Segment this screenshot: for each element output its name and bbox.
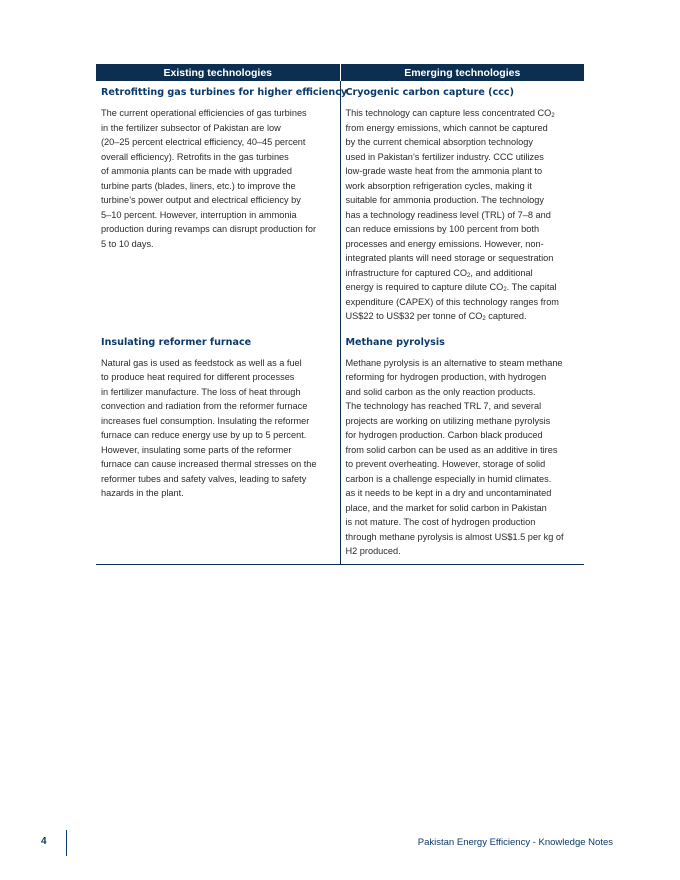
text-line: energy is required to capture dilute $CO_2$. The capital	[345, 282, 557, 293]
text-line: through methane pyrolysis is almost US$1.5 per kg of	[345, 531, 564, 542]
text-line: work absorption refrigeration cycles, making it	[345, 180, 532, 191]
text-line: for hydrogen production. Carbon black produced	[345, 430, 543, 440]
text-line: reforming for hydrogen production, with hydrogen	[345, 372, 547, 382]
text-line: by the current chemical absorption technology	[345, 137, 533, 147]
text-line: The technology has reached TRL 7, and several	[345, 401, 542, 411]
technologies-table	[96, 64, 584, 565]
text-line: projects are working on utilizing methane pyrolysis	[345, 415, 551, 426]
text-line: processes and energy emissions. However, non-	[345, 238, 544, 249]
text-line: place, and the market for solid carbon in Pakistan	[345, 502, 547, 513]
text-line: expenditure (CAPEX) of this technology ranges from	[345, 296, 559, 307]
text-line: increases fuel consumption. Insulating the reformer	[101, 415, 310, 426]
text-line: Methane pyrolysis is an alternative to steam methane	[345, 357, 563, 368]
text-line: turbine’s power output and electrical efficiency by	[101, 195, 301, 205]
cell-insulating-reformer-furnace	[96, 327, 340, 565]
section-text	[101, 356, 335, 501]
text-line: infrastructure for captured $CO_2$, and additional	[345, 267, 533, 279]
section-text	[346, 106, 580, 324]
text-line: integrated plants will need storage or sequestration	[345, 253, 554, 263]
text-line: carbon is a challenge especially in humid climates.	[345, 473, 552, 484]
text-line: as it needs to be kept in a dry and uncontaminated	[345, 488, 552, 498]
text-line: convection and radiation from the reformer furnace	[101, 401, 308, 411]
text-line: suitable for ammonia production. The technology	[345, 195, 545, 205]
text-line: hazards in the plant.	[101, 488, 184, 498]
table-row	[96, 327, 584, 565]
text-line: and solid carbon as the only reaction products.	[345, 386, 536, 397]
header-existing-technologies: Existing technologies	[96, 64, 340, 81]
table-row	[96, 81, 584, 327]
text-line: overall efficiency). Retrofits in the gas turbines	[101, 151, 289, 162]
section-heading: Insulating reformer furnace	[101, 336, 252, 348]
text-line: US$22 to US$32 per tonne of $CO_2$ captured.	[345, 311, 527, 322]
footer-title: Pakistan Energy Efficiency - Knowledge Notes	[417, 837, 613, 848]
text-line: in the fertilizer subsector of Pakistan are low	[101, 122, 281, 133]
text-line: H2 produced.	[345, 546, 401, 556]
text-line: The current operational efficiencies of gas turbines	[101, 108, 307, 118]
text-line: This technology can capture less concentrated $CO_2$	[345, 108, 555, 119]
text-line: of ammonia plants can be made with upgraded	[101, 166, 293, 176]
text-line: furnace can reduce energy use by up to 5 percent.	[101, 430, 307, 440]
text-line: low-grade waste heat from the ammonia plant to	[345, 166, 543, 176]
text-line: in fertilizer manufacture. The loss of heat through	[101, 386, 301, 397]
cell-gas-turbine-retrofit	[96, 81, 348, 327]
text-line: (20–25 percent electrical efficiency, 40–45 percent	[101, 137, 306, 147]
section-heading: Retrofitting gas turbines for higher efficiency	[101, 87, 348, 98]
text-line: to prevent overheating. However, storage of solid	[345, 459, 546, 469]
text-line: from energy emissions, which cannot be captured	[345, 122, 548, 133]
text-line: turbine parts (blades, liners, etc.) to improve the	[101, 180, 296, 191]
text-line: used in Pakistan’s fertilizer industry. CCC utilizes	[345, 151, 544, 162]
text-line: reformer tubes and safety valves, leading to safety	[101, 473, 307, 484]
text-line: from solid carbon can be used as an additive in tires	[345, 444, 558, 455]
header-emerging-technologies: Emerging technologies	[340, 64, 584, 81]
text-line: can reduce emissions by 100 percent from both	[345, 224, 540, 234]
text-line: furnace can cause increased thermal stresses on the	[101, 459, 317, 469]
section-heading: Methane pyrolysis	[345, 336, 445, 348]
text-line: to produce heat required for different processes	[101, 372, 295, 382]
section-text	[346, 356, 580, 559]
cell-cryogenic-carbon-capture	[340, 81, 584, 327]
page-number: 4	[41, 836, 47, 847]
text-line: Natural gas is used as feedstock as well as a fuel	[101, 357, 302, 368]
text-line: has a technology readiness level (TRL) of 7–8 and	[345, 209, 551, 220]
text-line: production during revamps can disrupt production for	[101, 224, 317, 234]
cell-methane-pyrolysis	[340, 327, 584, 565]
text-line: is not mature. The cost of hydrogen production	[345, 517, 536, 527]
text-line: 5 to 10 days.	[101, 238, 154, 249]
section-heading: Cryogenic carbon capture (ccc)	[345, 87, 515, 98]
footer-divider	[66, 830, 67, 856]
text-line: However, insulating some parts of the reformer	[101, 444, 292, 455]
section-text	[101, 106, 335, 251]
text-line: 5–10 percent. However, interruption in ammonia	[101, 209, 297, 220]
table-header-row	[96, 64, 584, 81]
